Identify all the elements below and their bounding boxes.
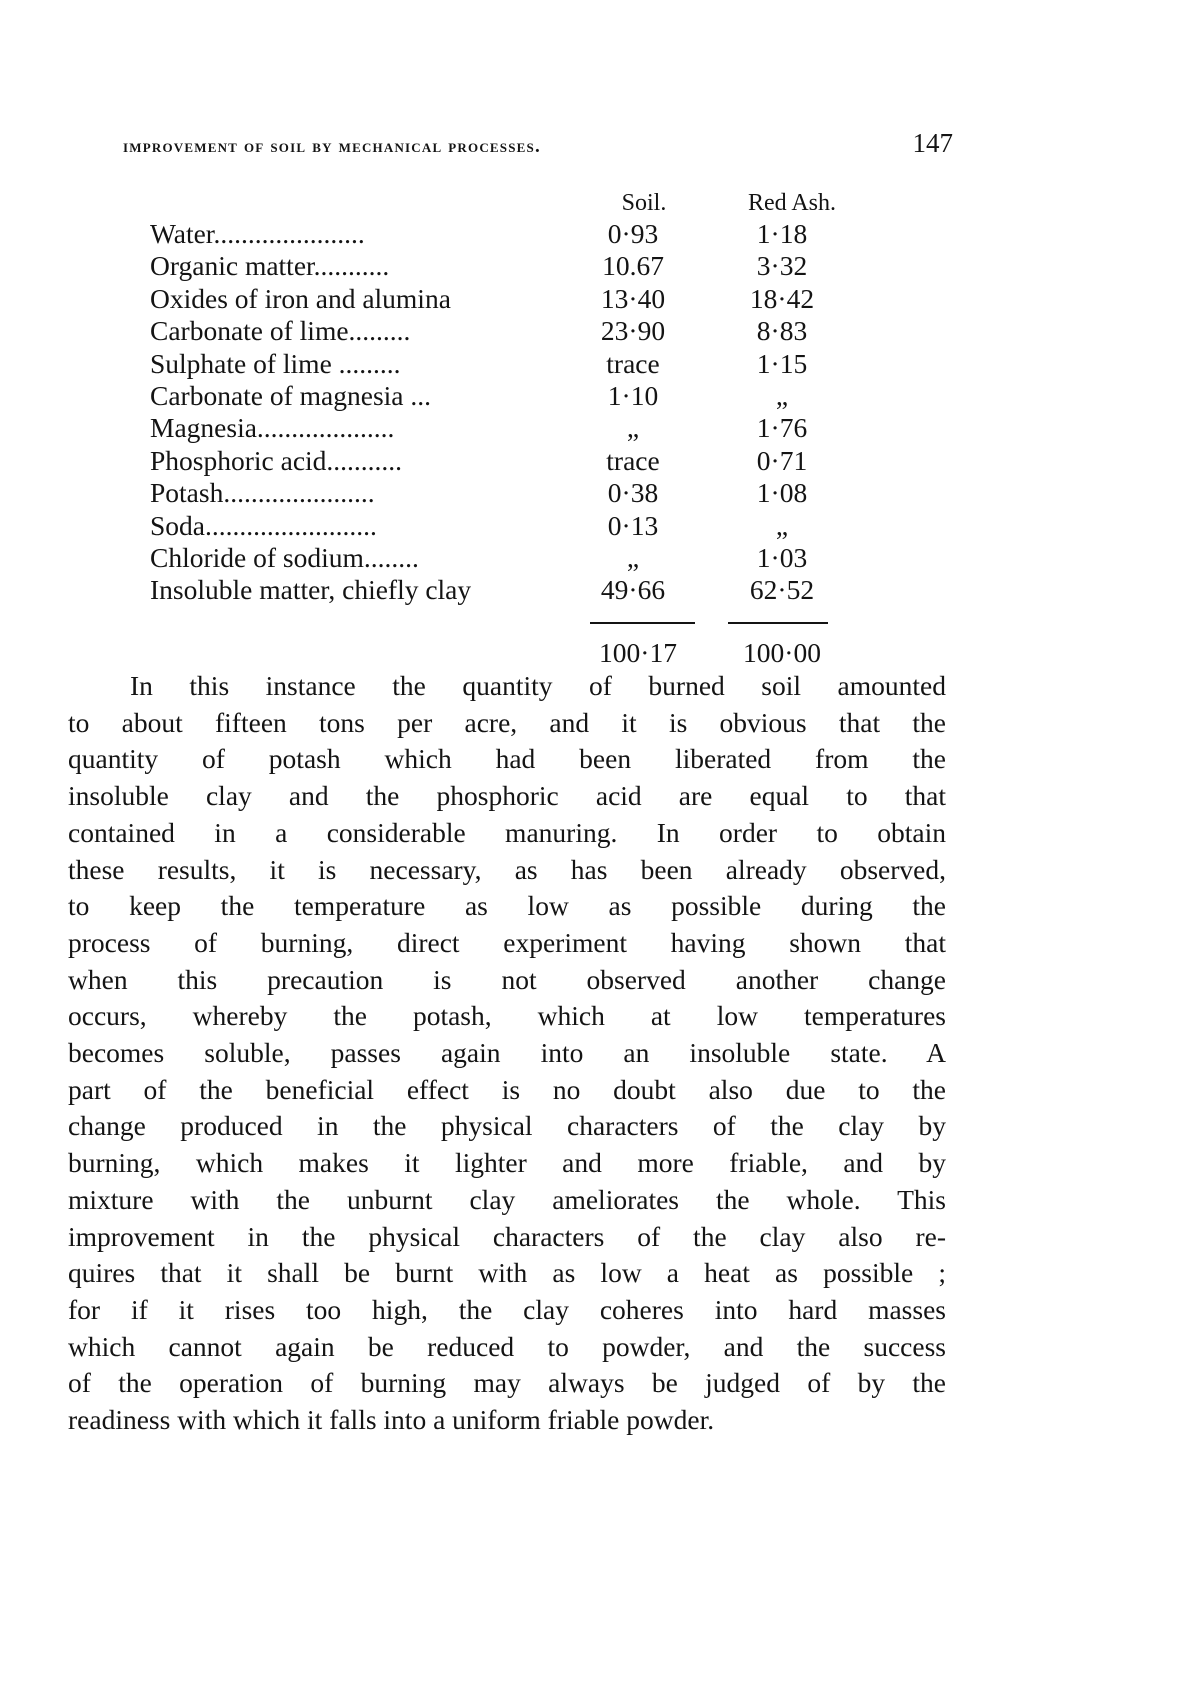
text-line: these results, it is necessary, as has been already observed,: [68, 853, 946, 885]
page-number: 147: [912, 128, 953, 158]
text-line: contained in a considerable manuring. In order to obtain: [68, 816, 946, 848]
running-head: improvement of soil by mechanical processes.: [123, 136, 541, 157]
text-line: becomes soluble, passes again into an insoluble state. A: [68, 1037, 946, 1069]
row-label: Insoluble matter, chiefly clay: [150, 574, 472, 606]
table-row: [150, 250, 870, 282]
soil-value: 23·90: [600, 315, 666, 347]
column-header-soil: Soil.: [621, 190, 667, 216]
text-line: quires that it shall be burnt with as low a heat as possible ;: [68, 1257, 946, 1289]
table-row: [150, 445, 870, 477]
body-paragraph: [68, 668, 946, 1439]
soil-value: „: [626, 541, 640, 573]
row-label: Phosphoric acid...........: [150, 444, 403, 476]
soil-value: 49·66: [600, 574, 666, 606]
text-line: part of the beneficial effect is no doubt also due to the: [68, 1073, 946, 1105]
row-label: Carbonate of magnesia ...: [150, 379, 432, 411]
text-line: when this precaution is not observed another change: [68, 963, 946, 995]
row-label: Magnesia....................: [150, 412, 395, 444]
text-line: to keep the temperature as low as possible during the: [68, 890, 946, 922]
soil-value: „: [626, 412, 640, 444]
table-row: [150, 348, 870, 380]
table-row: [150, 510, 870, 542]
text-line: occurs, whereby the potash, which at low temperatures: [68, 1000, 946, 1032]
row-label: Soda.........................: [150, 509, 377, 541]
text-line: which cannot again be reduced to powder, and the success: [68, 1330, 946, 1362]
red-ash-value: 0·71: [756, 444, 808, 476]
sum-rule-soil: [590, 622, 695, 624]
red-ash-value: „: [775, 509, 789, 541]
sum-rules: [150, 607, 870, 637]
table-row: [150, 412, 870, 444]
soil-value: 0·93: [607, 218, 659, 249]
text-line: quantity of potash which had been liberated from the: [68, 743, 946, 775]
table-header: [150, 190, 870, 218]
row-label: Oxides of iron and alumina: [150, 282, 451, 314]
row-label: Potash......................: [150, 477, 375, 509]
soil-analysis-table: [150, 190, 870, 673]
red-ash-value: 1·15: [756, 347, 808, 379]
text-line: to about fifteen tons per acre, and it is obvious that the: [68, 706, 946, 738]
text-line: In this instance the quantity of burned soil amounted: [130, 670, 946, 701]
red-ash-value: 1·18: [756, 218, 808, 249]
red-ash-value: 3·32: [756, 250, 808, 282]
row-label: Chloride of sodium........: [150, 541, 419, 573]
row-label: Organic matter...........: [150, 250, 390, 282]
table-row: [150, 574, 870, 606]
soil-value: trace: [606, 444, 660, 476]
text-line: insoluble clay and the phosphoric acid are equal to that: [68, 780, 946, 812]
red-ash-value: 18·42: [749, 282, 815, 314]
soil-value: 1·10: [607, 379, 659, 411]
sum-rule-red-ash: [728, 622, 828, 624]
text-line: improvement in the physical characters of the clay also re-: [68, 1220, 946, 1252]
text-line: process of burning, direct experiment having shown that: [68, 926, 946, 958]
red-ash-total: 100·00: [743, 636, 821, 668]
soil-value: 0·38: [607, 477, 659, 509]
text-line: readiness with which it falls into a uniform friable powder.: [68, 1404, 715, 1436]
table-row: [150, 315, 870, 347]
red-ash-value: „: [775, 379, 789, 411]
table-row: [150, 380, 870, 412]
soil-total: 100·17: [599, 636, 677, 668]
text-line: for if it rises too high, the clay coheres into hard masses: [68, 1293, 946, 1325]
row-label: Carbonate of lime.........: [150, 315, 411, 347]
text-line: mixture with the unburnt clay ameliorates the whole. This: [68, 1183, 946, 1215]
column-header-red-ash: Red Ash.: [747, 190, 836, 216]
red-ash-value: 1·76: [756, 412, 808, 444]
table-row: [150, 218, 870, 250]
red-ash-value: 8·83: [756, 315, 808, 347]
table-row: [150, 283, 870, 315]
red-ash-value: 62·52: [749, 574, 815, 606]
text-line: change produced in the physical characters of the clay by: [68, 1110, 946, 1142]
row-label: Sulphate of lime .........: [150, 347, 401, 379]
row-label: Water......................: [150, 218, 365, 249]
soil-value: trace: [606, 347, 660, 379]
soil-value: 0·13: [607, 509, 659, 541]
table-row: [150, 477, 870, 509]
soil-value: 10.67: [602, 250, 664, 282]
soil-value: 13·40: [600, 282, 666, 314]
red-ash-value: 1·08: [756, 477, 808, 509]
table-row: [150, 542, 870, 574]
red-ash-value: 1·03: [756, 541, 808, 573]
page-header: [123, 128, 953, 168]
text-line: burning, which makes it lighter and more friable, and by: [68, 1147, 946, 1179]
text-line: of the operation of burning may always be judged of by the: [68, 1367, 946, 1399]
